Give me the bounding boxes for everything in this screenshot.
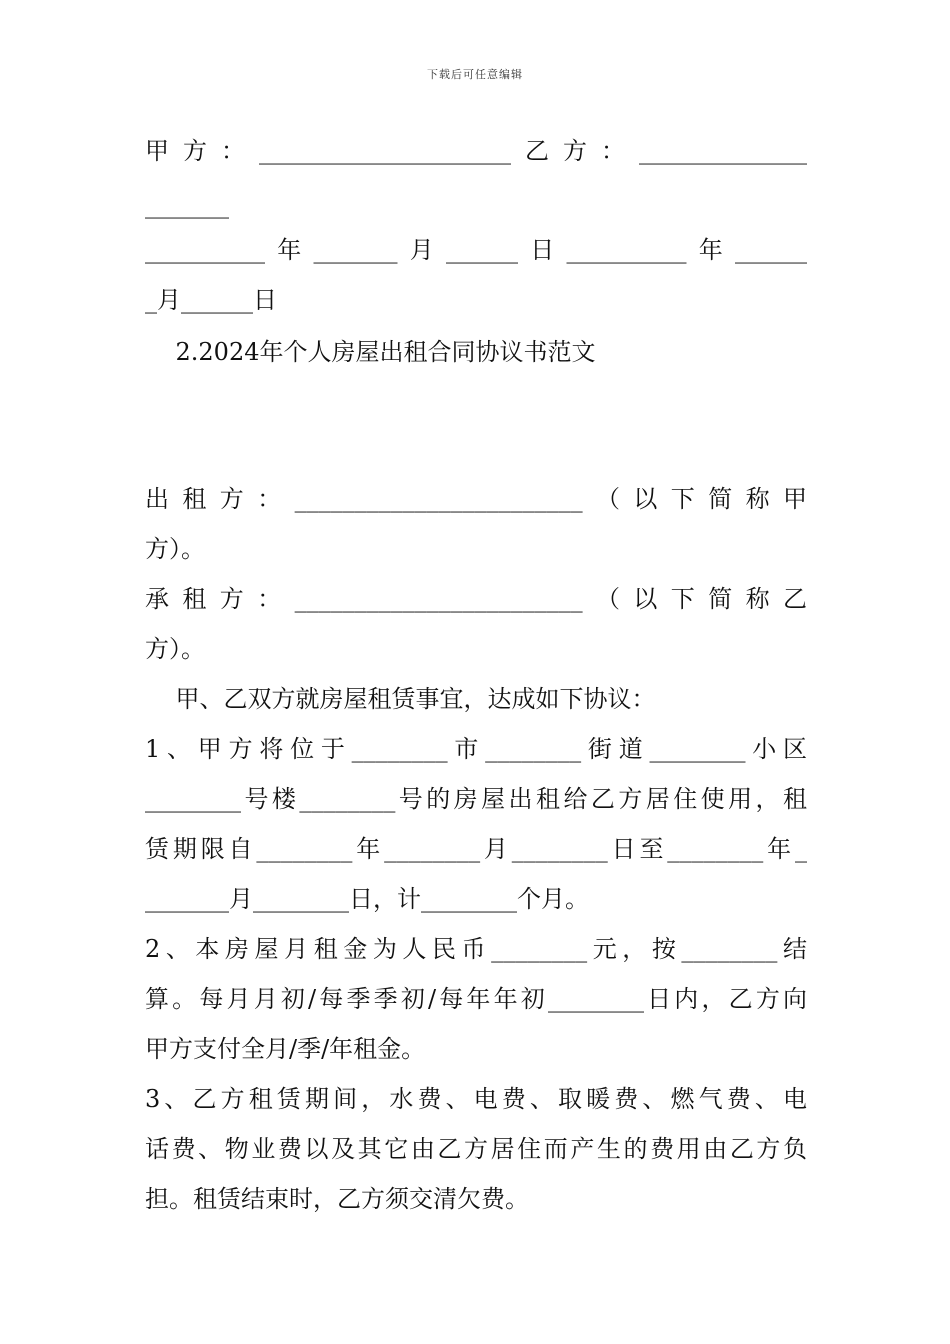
- date-line-cont: _月______日: [145, 286, 277, 314]
- clause-2-line-1: 2、本房屋月租金为人民币________元，按________结: [145, 935, 807, 963]
- clause-2-line-3: 甲方支付全月/季/年租金。: [145, 1035, 426, 1063]
- clause-1-line-4: _______月________日，计________个月。: [145, 885, 589, 913]
- lessor-line: 出租方：________________________（以下简称甲: [145, 485, 807, 513]
- clause-3-line-1: 3、乙方租赁期间，水费、电费、取暖费、燃气费、电: [145, 1085, 807, 1113]
- header-note: 下载后可任意编辑: [427, 68, 523, 81]
- clause-1-line-2: ________号楼________号的房屋出租给乙方居住使用，租: [145, 785, 807, 813]
- clause-1-line-3: 赁期限自________年________月________日至________年_: [145, 835, 807, 863]
- agreement-intro: 甲、乙双方就房屋租赁事宜，达成如下协议：: [145, 685, 656, 713]
- clause-3-line-3: 担。租赁结束时，乙方须交清欠费。: [145, 1185, 529, 1213]
- lessor-line-cont: 方）。: [145, 535, 205, 563]
- date-line: __________年_______月______日__________年______: [145, 236, 807, 264]
- section-title: 2.2024年个人房屋出租合同协议书范文: [145, 338, 596, 366]
- lessee-line-cont: 方）。: [145, 635, 205, 663]
- clause-3-line-2: 话费、物业费以及其它由乙方居住而产生的费用由乙方负: [145, 1135, 807, 1163]
- clause-2-line-2: 算。每月月初/每季季初/每年年初________日内，乙方向: [145, 985, 807, 1013]
- party-signature-line-cont: _______: [145, 191, 229, 219]
- lessee-line: 承租方：________________________（以下简称乙: [145, 585, 807, 613]
- party-signature-line: 甲方：_____________________乙方：______________: [145, 137, 807, 165]
- clause-1-line-1: 1、甲方将位于________市________街道________小区: [145, 735, 807, 763]
